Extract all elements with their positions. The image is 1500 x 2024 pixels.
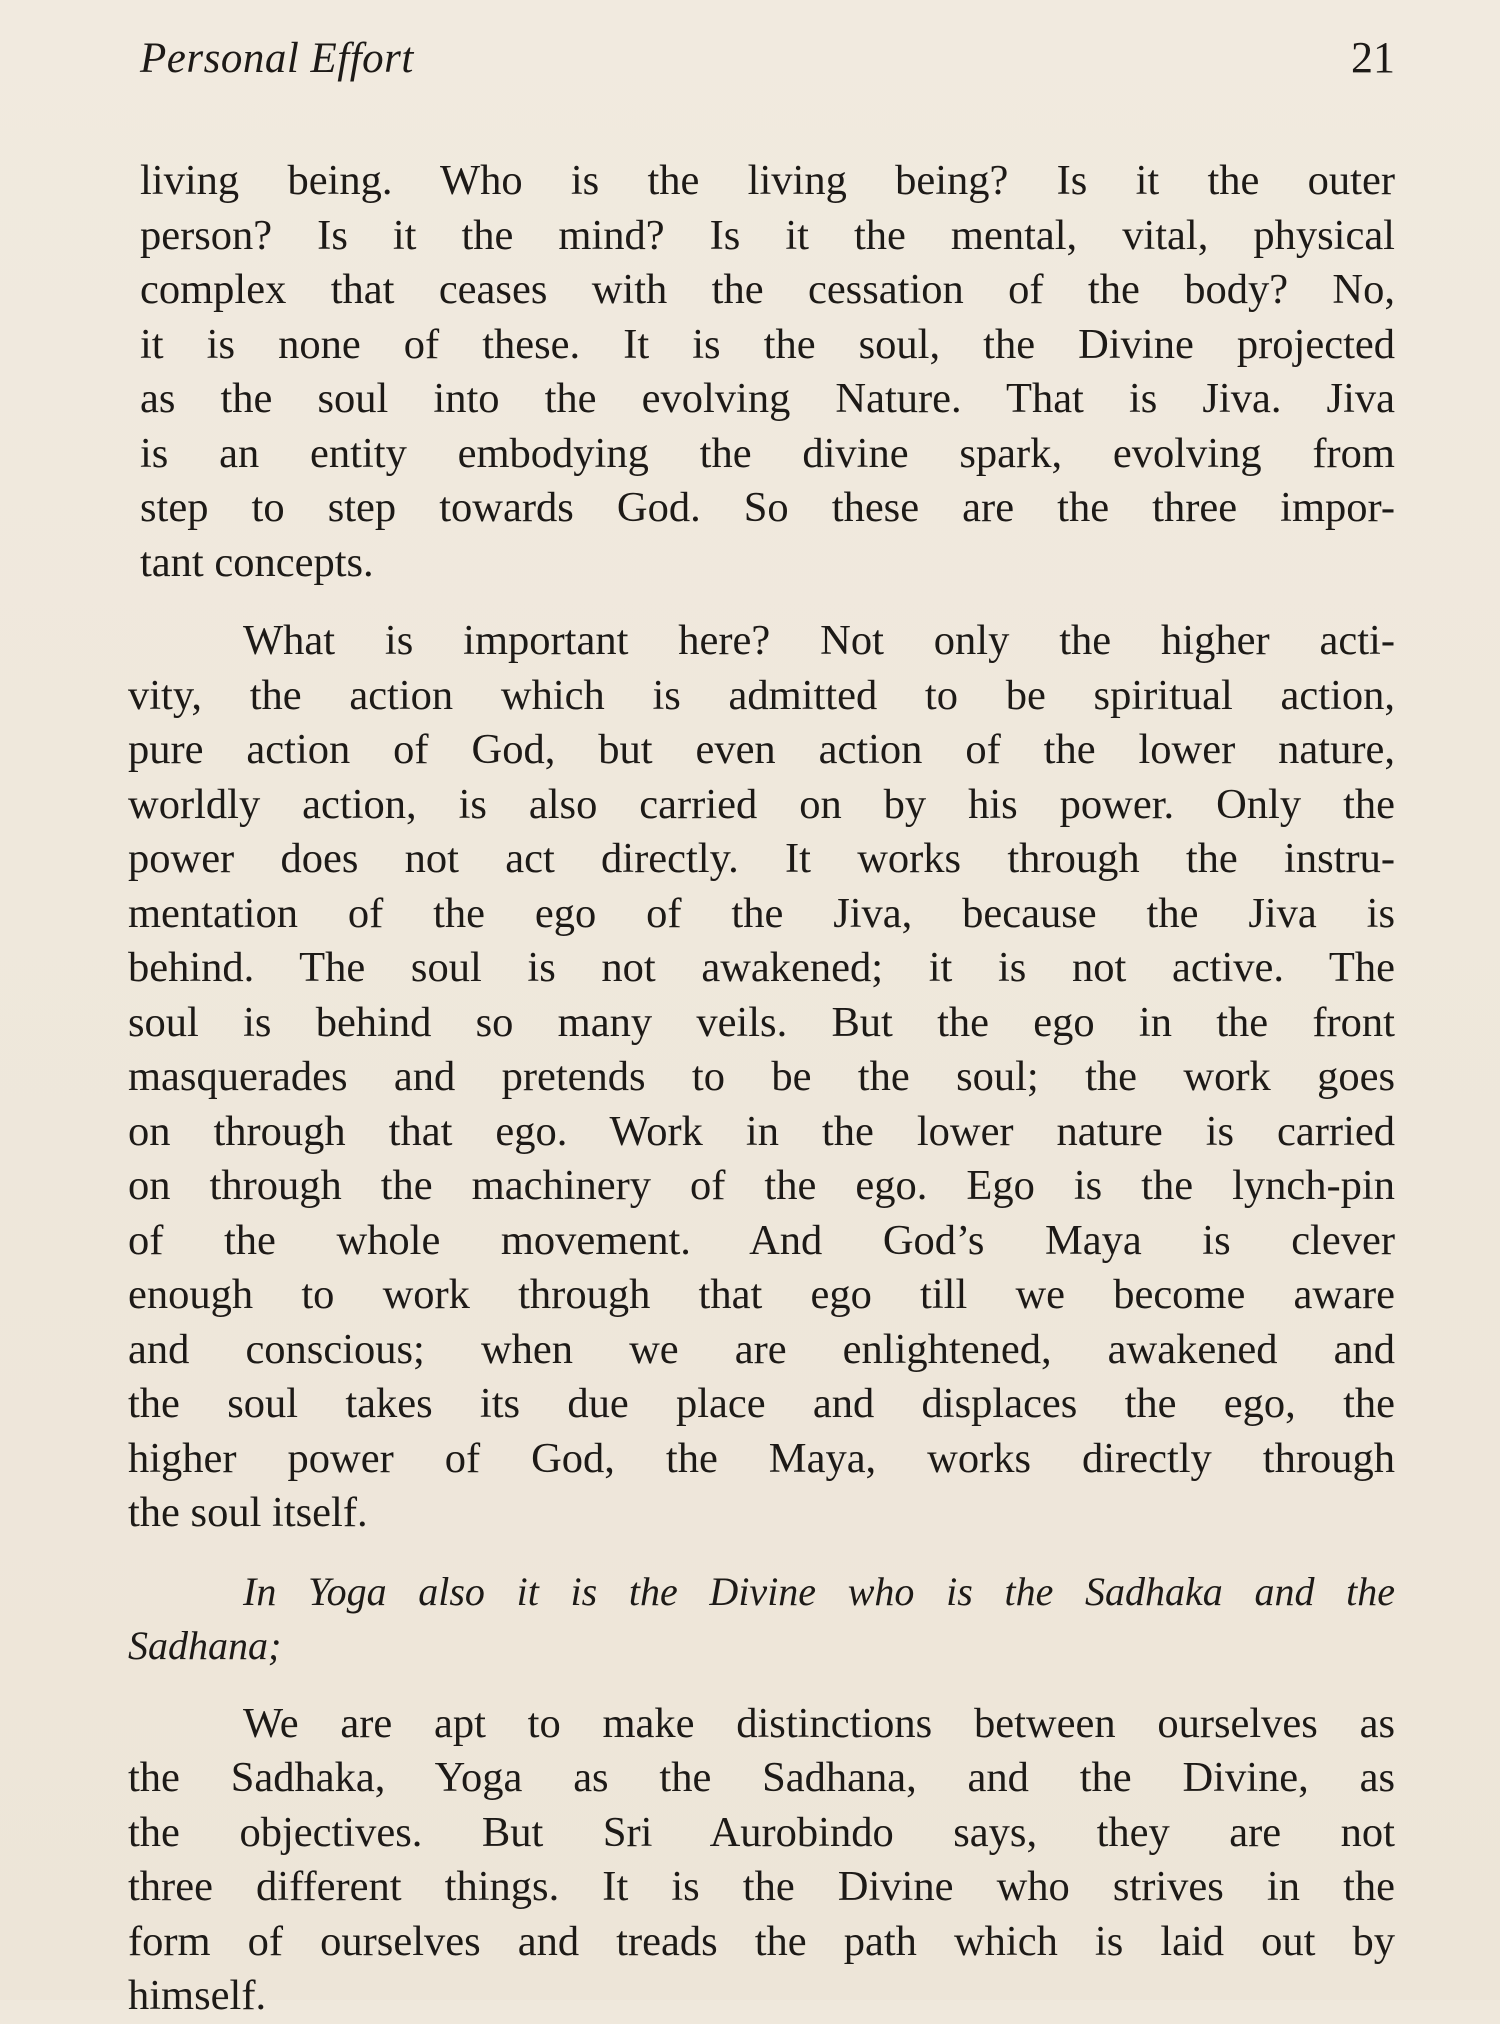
- text-line: Sadhana;: [128, 1622, 282, 1668]
- text-line: the objectives. But Sri Aurobindo says, they are not: [128, 1808, 1395, 1856]
- text-line: We are apt to make distinctions between ourselves as: [243, 1699, 1395, 1747]
- text-line: masquerades and pretends to be the soul; the work goes: [128, 1053, 1395, 1100]
- text-line: complex that ceases with the cessation of the body? No,: [140, 266, 1395, 313]
- body-text: [128, 154, 1395, 2024]
- running-title: Personal Effort: [140, 35, 414, 82]
- paragraph-1: [128, 154, 1395, 590]
- text-line: form of ourselves and treads the path which is laid out by: [128, 1917, 1395, 1965]
- text-line: and conscious; when we are enlightened, awakened and: [128, 1325, 1395, 1373]
- text-line: it is none of these. It is the soul, the Divine projected: [140, 320, 1395, 368]
- quoted-text: [128, 1565, 1395, 1673]
- text-line: mentation of the ego of the Jiva, because the Jiva is: [128, 889, 1395, 937]
- text-line: on through that ego. Work in the lower nature is carried: [128, 1107, 1395, 1155]
- text-line: behind. The soul is not awakened; it is not active. The: [128, 944, 1395, 991]
- text-line: living being. Who is the living being? Is it the outer: [140, 157, 1395, 204]
- running-head: [128, 32, 1395, 92]
- text-line: enough to work through that ego till we become aware: [128, 1271, 1395, 1318]
- text-line: himself.: [128, 1972, 267, 2019]
- page-number: 21: [1351, 33, 1395, 82]
- text-line: step to step towards God. So these are the three impor-: [140, 484, 1395, 531]
- text-line: power does not act directly. It works through the instru-: [128, 835, 1395, 882]
- text-line: the Sadhaka, Yoga as the Sadhana, and the Divine, as: [128, 1754, 1395, 1801]
- text-line: worldly action, is also carried on by his power. Only the: [128, 780, 1395, 828]
- text-line: as the soul into the evolving Nature. That is Jiva. Jiva: [140, 375, 1395, 422]
- text-line: What is important here? Not only the higher acti-: [243, 617, 1395, 664]
- paragraph-2: [128, 614, 1395, 1541]
- text-line: the soul itself.: [128, 1489, 368, 1536]
- text-line: pure action of God, but even action of the lower nature,: [128, 726, 1395, 773]
- text-line: person? Is it the mind? Is it the mental, vital, physical: [140, 211, 1395, 259]
- text-line: higher power of God, the Maya, works directly through: [128, 1434, 1395, 1482]
- paragraph-3: [128, 1697, 1395, 2024]
- text-line: the soul takes its due place and displaces the ego, the: [128, 1380, 1395, 1427]
- text-line: soul is behind so many veils. But the ego in the front: [128, 998, 1395, 1046]
- text-line: In Yoga also it is the Divine who is the Sadhaka and the: [243, 1568, 1395, 1614]
- text-line: vity, the action which is admitted to be spiritual action,: [128, 671, 1395, 719]
- text-line: on through the machinery of the ego. Ego is the lynch-pin: [128, 1162, 1395, 1209]
- text-line: of the whole movement. And God’s Maya is clever: [128, 1216, 1395, 1264]
- text-line: is an entity embodying the divine spark, evolving from: [140, 429, 1395, 477]
- text-line: three different things. It is the Divine who strives in the: [128, 1863, 1395, 1910]
- text-line: tant concepts.: [140, 538, 374, 586]
